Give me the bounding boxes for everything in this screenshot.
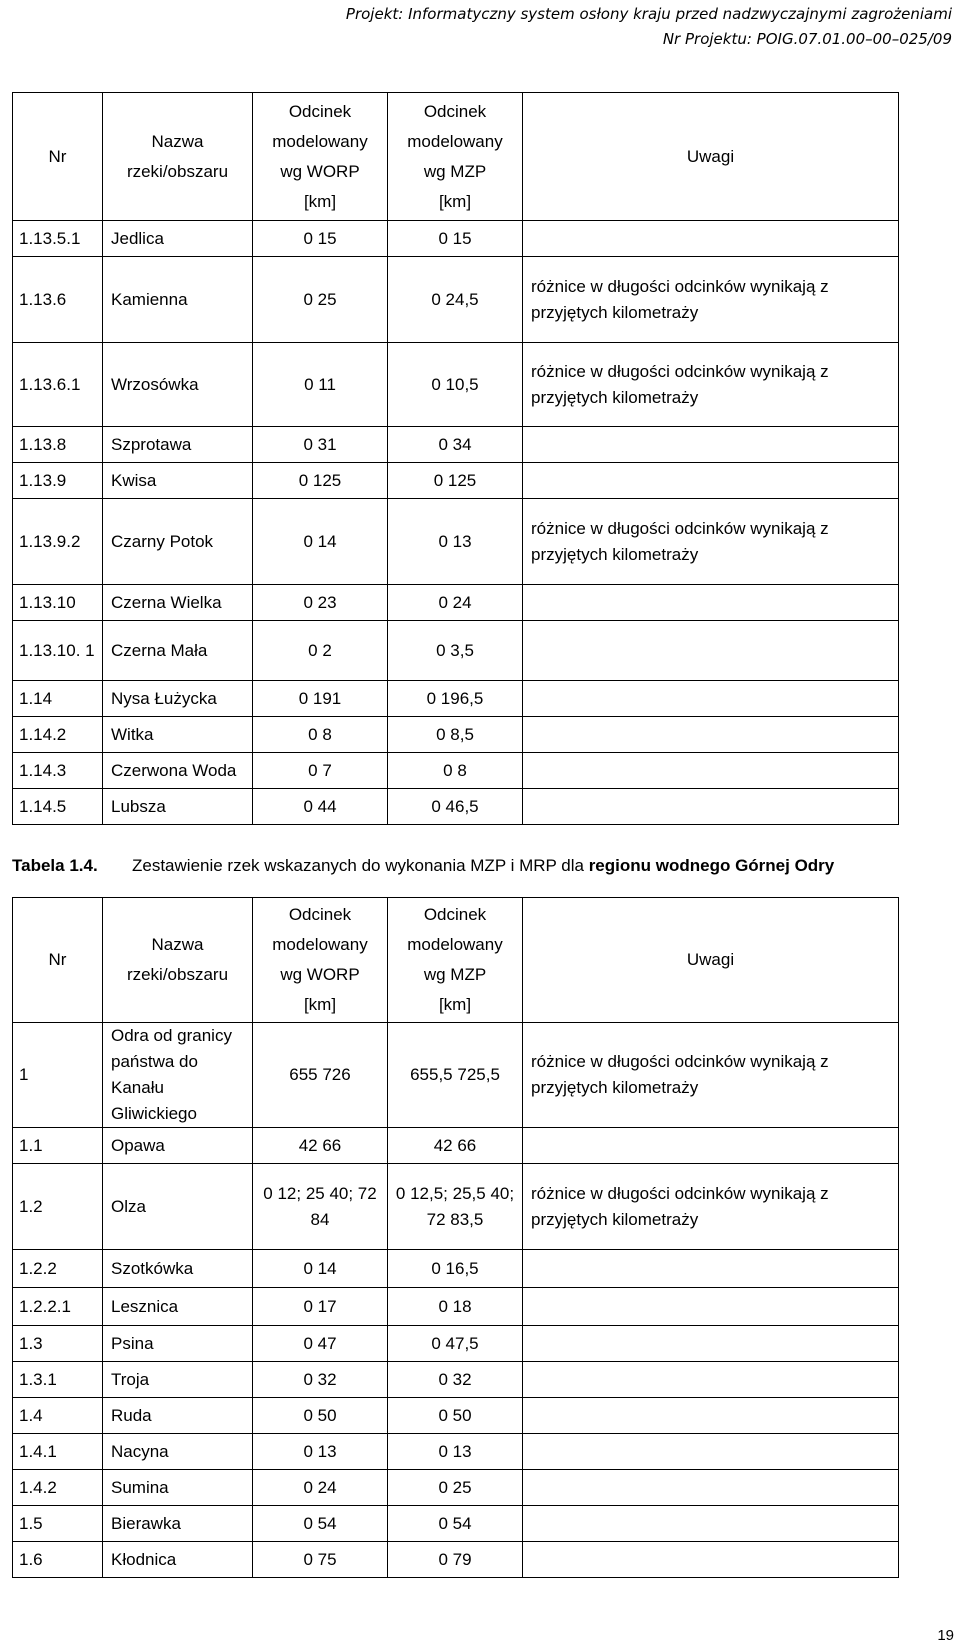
row-nr: 1: [13, 1023, 103, 1128]
row-name: Szprotawa: [103, 427, 253, 463]
row-uwagi: [523, 621, 899, 681]
row-worp: 0 14: [253, 499, 388, 585]
row-name: Olza: [103, 1164, 253, 1250]
row-mzp: 0 13: [388, 499, 523, 585]
table-row: [13, 1164, 899, 1250]
row-uwagi: [523, 1288, 899, 1326]
row-nr: 1.14.5: [13, 789, 103, 825]
row-uwagi: [523, 753, 899, 789]
row-name: Troja: [103, 1362, 253, 1398]
table-row: [13, 753, 899, 789]
row-worp: 0 11: [253, 343, 388, 427]
row-worp: 0 15: [253, 221, 388, 257]
row-name: Czarny Potok: [103, 499, 253, 585]
row-name: Wrzosówka: [103, 343, 253, 427]
table-header-row: [13, 898, 899, 1023]
row-mzp: 655,5 725,5: [388, 1023, 523, 1128]
table-row: [13, 1023, 899, 1128]
row-name: Czerna Wielka: [103, 585, 253, 621]
row-worp: 0 24: [253, 1470, 388, 1506]
table-row: [13, 621, 899, 681]
gorna-odra-rivers-table: [12, 897, 899, 1578]
row-mzp: 0 54: [388, 1506, 523, 1542]
row-mzp: 0 32: [388, 1362, 523, 1398]
row-name: Jedlica: [103, 221, 253, 257]
table-row: [13, 427, 899, 463]
row-name: Sumina: [103, 1470, 253, 1506]
row-uwagi: [523, 221, 899, 257]
row-uwagi: [523, 717, 899, 753]
table-row: [13, 789, 899, 825]
row-uwagi: [523, 1434, 899, 1470]
row-nr: 1.13.6: [13, 257, 103, 343]
column-header-worp: Odcinek modelowany wg WORP [km]: [253, 93, 388, 221]
row-mzp: 0 10,5: [388, 343, 523, 427]
row-nr: 1.13.6.1: [13, 343, 103, 427]
row-nr: 1.4.2: [13, 1470, 103, 1506]
row-name: Czerwona Woda: [103, 753, 253, 789]
row-uwagi: różnice w długości odcinków wynikają z przyjętych kilometraży: [523, 343, 899, 427]
row-mzp: 0 13: [388, 1434, 523, 1470]
row-nr: 1.6: [13, 1542, 103, 1578]
row-nr: 1.14: [13, 681, 103, 717]
row-nr: 1.1: [13, 1128, 103, 1164]
row-name: Ruda: [103, 1398, 253, 1434]
header-project-title: Projekt: Informatyczny system osłony kraju przed nadzwyczajnymi zagrożeniami: [345, 5, 952, 23]
row-uwagi: [523, 1506, 899, 1542]
row-name: Szotkówka: [103, 1250, 253, 1288]
row-worp: 0 32: [253, 1362, 388, 1398]
row-mzp: 0 47,5: [388, 1326, 523, 1362]
table-row: [13, 343, 899, 427]
row-worp: 42 66: [253, 1128, 388, 1164]
row-worp: 0 7: [253, 753, 388, 789]
table-row: [13, 1542, 899, 1578]
row-mzp: 42 66: [388, 1128, 523, 1164]
row-name: Lubsza: [103, 789, 253, 825]
row-uwagi: [523, 585, 899, 621]
row-nr: 1.3.1: [13, 1362, 103, 1398]
column-header-mzp: Odcinek modelowany wg MZP [km]: [388, 93, 523, 221]
row-name: Nacyna: [103, 1434, 253, 1470]
row-uwagi: [523, 1128, 899, 1164]
row-uwagi: [523, 463, 899, 499]
row-worp: 0 125: [253, 463, 388, 499]
page-number: 19: [937, 1627, 954, 1644]
caption-text: Zestawienie rzek wskazanych do wykonania MZP i MRP dla: [132, 856, 589, 875]
row-worp: 0 191: [253, 681, 388, 717]
row-nr: 1.2: [13, 1164, 103, 1250]
row-nr: 1.13.8: [13, 427, 103, 463]
caption-label: Tabela 1.4.: [12, 856, 98, 875]
table-caption: [12, 856, 912, 876]
table-row: [13, 585, 899, 621]
row-worp: 0 47: [253, 1326, 388, 1362]
table-row: [13, 1250, 899, 1288]
row-nr: 1.3: [13, 1326, 103, 1362]
row-mzp: 0 24: [388, 585, 523, 621]
row-worp: 0 75: [253, 1542, 388, 1578]
column-header-uwagi: Uwagi: [523, 898, 899, 1023]
row-mzp: 0 8: [388, 753, 523, 789]
row-worp: 0 17: [253, 1288, 388, 1326]
table-row: [13, 1128, 899, 1164]
row-worp: 655 726: [253, 1023, 388, 1128]
row-uwagi: [523, 1398, 899, 1434]
row-nr: 1.13.9.2: [13, 499, 103, 585]
row-uwagi: [523, 1326, 899, 1362]
row-name: Nysa Łużycka: [103, 681, 253, 717]
column-header-uwagi: Uwagi: [523, 93, 899, 221]
row-uwagi: różnice w długości odcinków wynikają z przyjętych kilometraży: [523, 1164, 899, 1250]
table-header-row: [13, 93, 899, 221]
row-mzp: 0 125: [388, 463, 523, 499]
table-row: [13, 221, 899, 257]
table-row: [13, 681, 899, 717]
row-name: Lesznica: [103, 1288, 253, 1326]
row-nr: 1.13.10. 1: [13, 621, 103, 681]
row-name: Kłodnica: [103, 1542, 253, 1578]
row-worp: 0 23: [253, 585, 388, 621]
rivers-table-continued: [12, 92, 899, 825]
row-uwagi: [523, 681, 899, 717]
row-uwagi: [523, 1470, 899, 1506]
row-mzp: 0 24,5: [388, 257, 523, 343]
row-nr: 1.13.5.1: [13, 221, 103, 257]
column-header-nr: Nr: [13, 898, 103, 1023]
table-row: [13, 1362, 899, 1398]
row-mzp: 0 46,5: [388, 789, 523, 825]
row-mzp: 0 25: [388, 1470, 523, 1506]
column-header-mzp: Odcinek modelowany wg MZP [km]: [388, 898, 523, 1023]
row-mzp: 0 8,5: [388, 717, 523, 753]
row-nr: 1.4: [13, 1398, 103, 1434]
column-header-worp: Odcinek modelowany wg WORP [km]: [253, 898, 388, 1023]
column-header-nr: Nr: [13, 93, 103, 221]
table-row: [13, 1434, 899, 1470]
row-worp: 0 12; 25 40; 72 84: [253, 1164, 388, 1250]
caption-region: regionu wodnego Górnej Odry: [588, 856, 835, 875]
row-worp: 0 8: [253, 717, 388, 753]
row-nr: 1.14.2: [13, 717, 103, 753]
row-worp: 0 25: [253, 257, 388, 343]
row-worp: 0 13: [253, 1434, 388, 1470]
row-mzp: 0 196,5: [388, 681, 523, 717]
row-uwagi: różnice w długości odcinków wynikają z przyjętych kilometraży: [523, 1023, 899, 1128]
table-row: [13, 1398, 899, 1434]
row-nr: 1.13.10: [13, 585, 103, 621]
row-name: Bierawka: [103, 1506, 253, 1542]
table-row: [13, 1288, 899, 1326]
table-row: [13, 463, 899, 499]
header-project-number: Nr Projektu: POIG.07.01.00–00–025/09: [662, 30, 952, 48]
table-row: [13, 1470, 899, 1506]
row-nr: 1.2.2.1: [13, 1288, 103, 1326]
row-mzp: 0 50: [388, 1398, 523, 1434]
row-worp: 0 50: [253, 1398, 388, 1434]
row-nr: 1.2.2: [13, 1250, 103, 1288]
column-header-name: Nazwa rzeki/obszaru: [103, 93, 253, 221]
table-row: [13, 499, 899, 585]
row-uwagi: [523, 789, 899, 825]
row-name: Witka: [103, 717, 253, 753]
row-uwagi: [523, 1250, 899, 1288]
row-uwagi: różnice w długości odcinków wynikają z przyjętych kilometraży: [523, 257, 899, 343]
row-uwagi: [523, 1362, 899, 1398]
row-worp: 0 2: [253, 621, 388, 681]
row-name: Psina: [103, 1326, 253, 1362]
row-uwagi: [523, 427, 899, 463]
row-name: Kwisa: [103, 463, 253, 499]
row-worp: 0 44: [253, 789, 388, 825]
table-row: [13, 717, 899, 753]
row-mzp: 0 12,5; 25,5 40; 72 83,5: [388, 1164, 523, 1250]
row-nr: 1.4.1: [13, 1434, 103, 1470]
row-worp: 0 31: [253, 427, 388, 463]
row-mzp: 0 15: [388, 221, 523, 257]
table-row: [13, 1506, 899, 1542]
row-name: Odra od granicy państwa do Kanału Gliwickiego: [103, 1023, 253, 1128]
table-row: [13, 257, 899, 343]
row-name: Opawa: [103, 1128, 253, 1164]
row-uwagi: różnice w długości odcinków wynikają z przyjętych kilometraży: [523, 499, 899, 585]
row-nr: 1.5: [13, 1506, 103, 1542]
row-mzp: 0 3,5: [388, 621, 523, 681]
row-name: Czerna Mała: [103, 621, 253, 681]
row-mzp: 0 34: [388, 427, 523, 463]
column-header-name: Nazwa rzeki/obszaru: [103, 898, 253, 1023]
table-row: [13, 1326, 899, 1362]
row-worp: 0 14: [253, 1250, 388, 1288]
row-mzp: 0 16,5: [388, 1250, 523, 1288]
row-uwagi: [523, 1542, 899, 1578]
row-mzp: 0 18: [388, 1288, 523, 1326]
document-header: [346, 2, 952, 52]
row-mzp: 0 79: [388, 1542, 523, 1578]
row-worp: 0 54: [253, 1506, 388, 1542]
row-name: Kamienna: [103, 257, 253, 343]
row-nr: 1.14.3: [13, 753, 103, 789]
row-nr: 1.13.9: [13, 463, 103, 499]
